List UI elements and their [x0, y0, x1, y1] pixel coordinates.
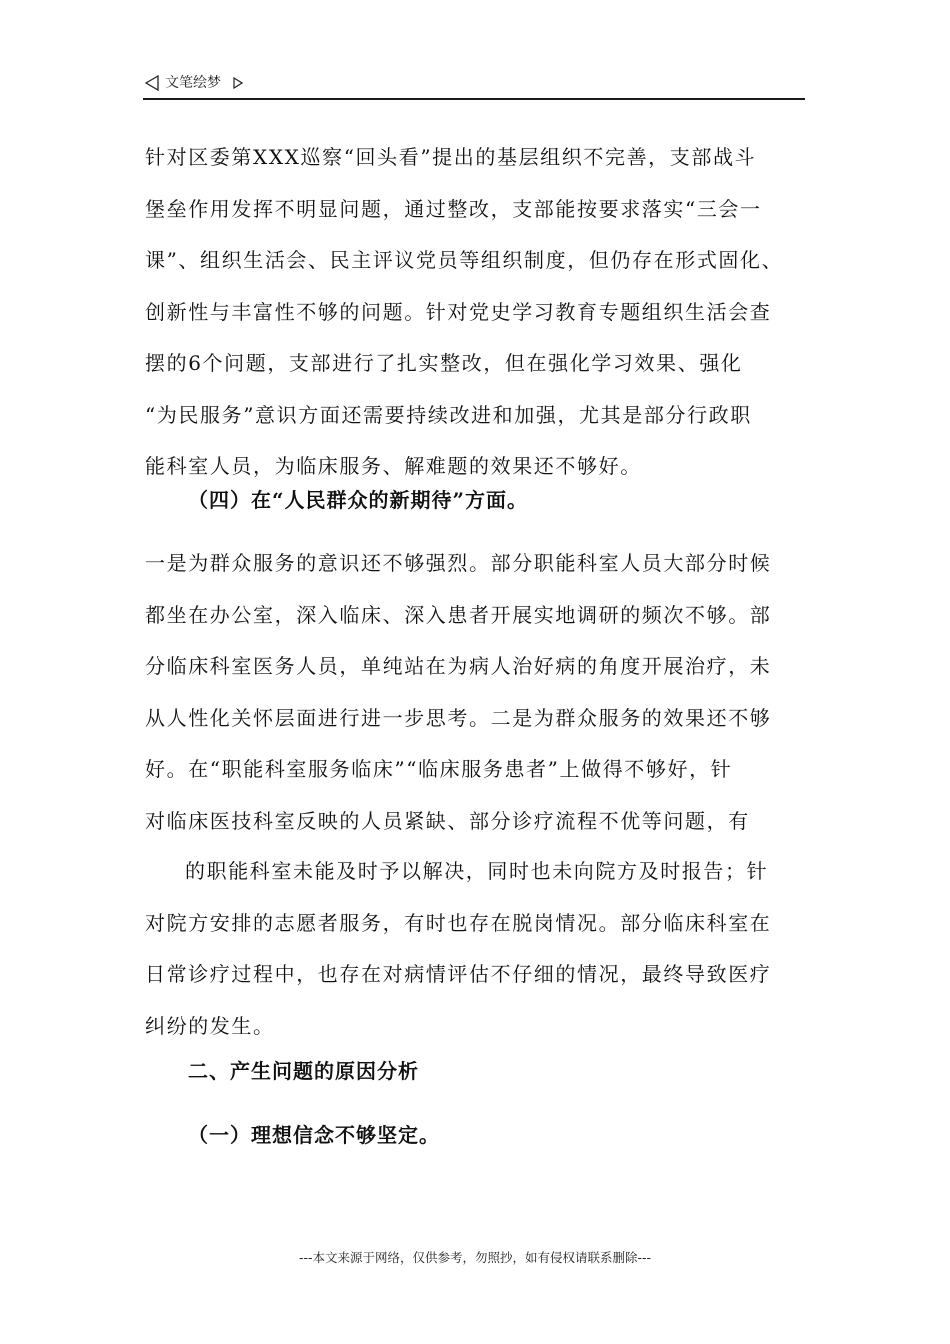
text-line: 对临床医技科室反映的人员紧缺、部分诊疗流程不优等问题，有 — [145, 808, 750, 833]
subheading-ideals-beliefs: （一）理想信念不够坚定。 — [188, 1123, 440, 1147]
paragraph-functional-departments — [145, 846, 807, 1052]
text-line: 分临床科室医务人员，单纯站在为病人治好病的角度开展治疗，未 — [145, 654, 772, 678]
text-line: 日常诊疗过程中，也存在对病情评估不仔细的情况，最终导致医疗 — [145, 962, 772, 986]
triangle-left-icon — [145, 75, 159, 91]
heading-people-expectations: （四）在“人民群众的新期待”方面。 — [188, 488, 529, 512]
text-line: 能科室人员，为临床服务、解难题的效果还不够好。 — [145, 454, 642, 478]
header-title: 文笔绘梦 — [165, 75, 221, 91]
page-header — [143, 72, 805, 100]
text-line: 纠纷的发生。 — [145, 1013, 275, 1038]
text-line: 好。在“职能科室服务临床”“临床服务患者”上做得不够好，针 — [145, 757, 733, 781]
text-line: 对院方安排的志愿者服务，有时也存在脱岗情况。部分临床科室在 — [145, 910, 772, 935]
text-line: “为民服务”意识方面还需要持续改进和加强，尤其是部分行政职 — [145, 402, 752, 427]
text-line: 都坐在办公室，深入临床、深入患者开展实地调研的频次不够。部 — [145, 602, 772, 627]
text-line: 摆的6个问题，支部进行了扎实整改，但在强化学习效果、强化 — [145, 351, 743, 375]
text-line: 课”、组织生活会、民主评议党员等组织制度，但仍存在形式固化、 — [145, 248, 784, 272]
text-line: 针对区委第XXX巡察“回头看”提出的基层组织不完善，支部战斗 — [145, 145, 757, 169]
paragraph-service-awareness — [145, 538, 807, 847]
paragraph-inspection — [145, 132, 807, 493]
page-footer: ---本文来源于网络，仅供参考，勿照抄，如有侵权请联系删除--- — [298, 1250, 652, 1265]
triangle-right-icon — [233, 77, 243, 89]
text-line: 一是为群众服务的意识还不够强烈。部分职能科室人员大部分时候 — [145, 551, 772, 575]
text-line: 堡垒作用发挥不明显问题，通过整改，支部能按要求落实“三会一 — [145, 196, 762, 221]
text-line: 的职能科室未能及时予以解决，同时也未向院方及时报告；针 — [185, 859, 769, 883]
section-heading-cause-analysis: 二、产生问题的原因分析 — [188, 1059, 419, 1083]
text-line: 从人性化关怀层面进行进一步思考。二是为群众服务的效果还不够 — [145, 705, 772, 730]
text-line: 创新性与丰富性不够的问题。针对党史学习教育专题组织生活会查 — [145, 299, 772, 324]
